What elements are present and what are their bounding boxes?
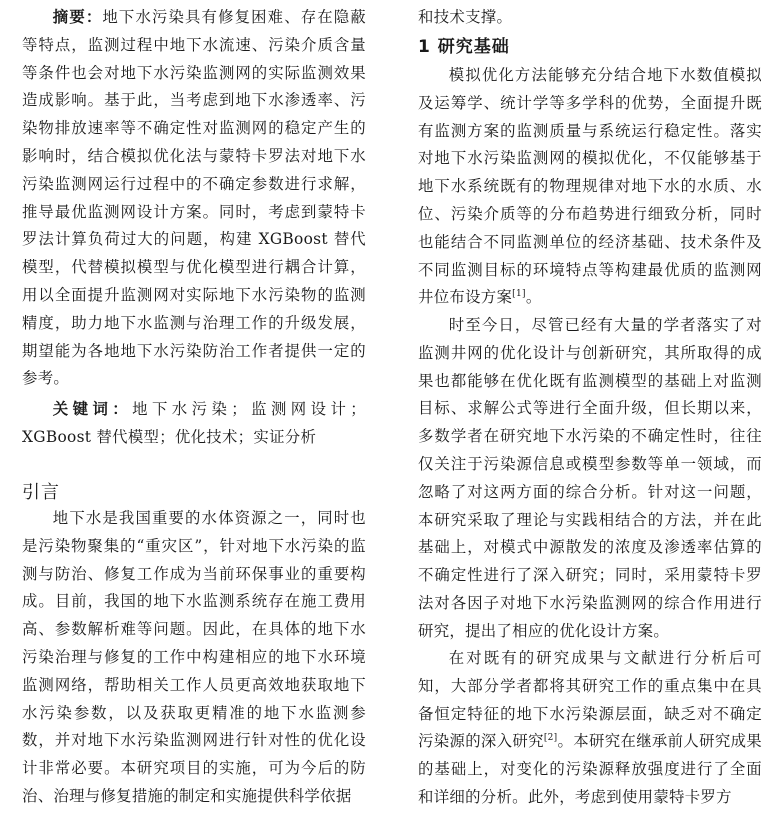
citation-1: [1] bbox=[512, 289, 526, 300]
keywords-text: 地下水污染；监测网设计；XGBoost 替代模型；优化技术；实证分析 bbox=[22, 400, 366, 446]
section-1-heading: 1 研究基础 bbox=[418, 37, 510, 57]
abstract bbox=[22, 4, 366, 393]
citation-2: [2] bbox=[543, 733, 558, 744]
keywords-label: 关键词： bbox=[52, 400, 133, 418]
paragraph-1-text: 模拟优化方法能够充分结合地下水数值模拟及运筹学、统计学等多学科的优势，全面提升既有监测方案的监测质量与系统运行稳定性。落实对地下水污染监测网的模拟优化，不仅能够基于地下水系统既有的物理规律对地下水的水质、水位、污染介质等的分布趋势进行细致分析，同时也能结合不同监测单位的经济基础、技术条件及不同监测目标的环境特点等构建最优质的监测网井位布设方案 bbox=[418, 66, 762, 307]
paragraph-3-text-b: 。本研究在继承前人研究成果的基础上，对变化的污染源释放强度进行了全面和详细的分析。此外，考虑到使用蒙特卡罗方 bbox=[418, 732, 762, 806]
section-1-paragraph-3 bbox=[418, 645, 762, 812]
abstract-text: 地下水污染具有修复困难、存在隐蔽等特点，监测过程中地下水流速、污染介质含量等条件也会对地下水污染监测网的实际监测效果造成影响。基于此，当考虑到地下水渗透率、污染物排放速率等不确定性对监测网的稳定产生的影响时，结合模拟优化法与蒙特卡罗法对地下水污染监测网运行过程中的不确定参数进行求解，推导最优监测网设计方案。同时，考虑到蒙特卡罗法计算负荷过大的问题，构建 XGBoost 替代模型，代替模拟模型与优化模型进行耦合计算，用以全面提升监测网对实际地下水污染物的监测精度，助力地下水监测与治理工作的升级发展，期望能为各地地下水污染防治工作者提供一定的参考。 bbox=[22, 8, 366, 388]
keywords bbox=[22, 396, 366, 452]
section-1-paragraph-2: 时至今日，尽管已经有大量的学者落实了对监测井网的优化设计与创新研究，其所取得的成果也都能够在优化既有监测模型的基础上对监测目标、求解公式等进行全面升级，但长期以来，多数学者在研究地下水污染的不确定性时，往往仅关注于污染源信息或模型参数等单一领域，而忽略了对这两方面的综合分析。针对这一问题，本研究采取了理论与实践相结合的方法，并在此基础上，对模式中源散发的浓度及渗透率估算的不确定性进行了深入研究；同时，采用蒙特卡罗法对各因子对地下水污染监测网的综合作用进行研究，提出了相应的优化设计方案。 bbox=[418, 316, 762, 640]
intro-paragraph: 地下水是我国重要的水体资源之一，同时也是污染物聚集的“重灾区”，针对地下水污染的监测与防治、修复工作成为当前环保事业的重要构成。目前，我国的地下水监测系统存在施工费用高、参数解析难等问题。因此，在具体的地下水污染治理与修复的工作中构建相应的地下水环境监测网络，帮助相关工作人员更高效地获取地下水污染参数，以及获取更精准的地下水监测参数，并对地下水污染监测网进行针对性的优化设计非常必要。本研究项目的实施，可为今后的防治、治理与修复措施的制定和实施提供科学依据 bbox=[22, 509, 366, 805]
section-1-paragraph-1 bbox=[418, 62, 762, 312]
abstract-label: 摘要： bbox=[52, 8, 103, 26]
intro-heading: 引言 bbox=[22, 482, 60, 503]
paragraph-3-text-a: 在对既有的研究成果与文献进行分析后可知，大部分学者都将其研究工作的重点集中在具备恒定特征的地下水污染源层面，缺乏对不确定污染源的深入研究 bbox=[418, 649, 762, 751]
continued-text: 和技术支撑。 bbox=[418, 8, 513, 26]
paragraph-1-end: 。 bbox=[525, 288, 542, 307]
